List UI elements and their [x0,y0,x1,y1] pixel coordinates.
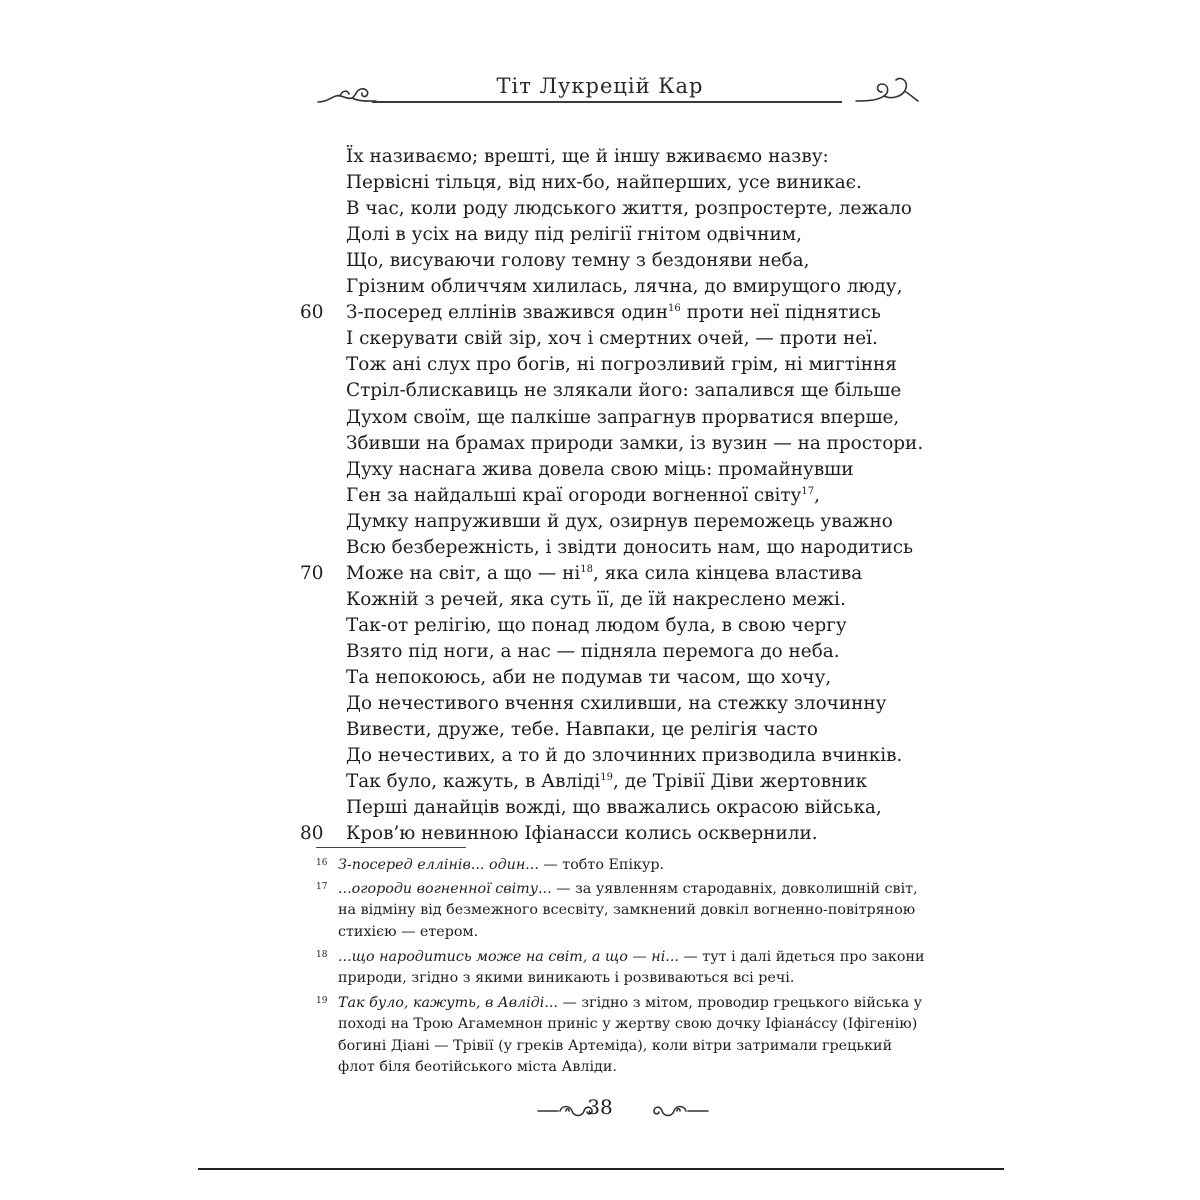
running-title: Тіт Лукрецій Кар [496,74,704,98]
footnote-reference[interactable]: 16 [668,303,681,314]
footnote-text [338,855,926,876]
poem-line-text: Стріл-блискавиць не злякали його: запалився ще більше [346,380,902,401]
bottom-border [198,1168,1004,1170]
poem-line [346,146,829,172]
footnote-lemma: Так було, кажуть, в Авліді... [338,995,558,1011]
footnote-explanation: — тут і далі йдеться про закони природи, згідно з якими виникають і розвиваються всі речі. [338,949,925,987]
poem-line [346,250,809,276]
footnote [316,993,926,1078]
footnote-explanation: — тобто Епікур. [538,857,665,873]
footnote-reference[interactable]: 19 [600,772,613,783]
footnote-text [338,993,926,1078]
poem-line-text: Взято під ноги, а нас — підняла перемога до неба. [346,641,840,662]
footnote-explanation: — за уявленням стародавніх, довколишній світ, на відміну від безмежного всесвіту, замкнений довкіл вогненно-повітряною стихією — етером. [338,881,918,940]
poem-line-text: Тож ані слух про богів, ні погрозливий грім, ні мигтіння [346,354,897,375]
poem-line-text: В час, коли роду людського життя, розпростерте, лежало [346,198,912,219]
poem-line-text: , де Трівії Діви жертовник [612,771,868,792]
poem-line [346,276,902,302]
right-page-ornament [650,1101,710,1121]
page-footer [0,1095,1200,1135]
footnote-reference[interactable]: 18 [580,564,593,575]
footnote-mark: 17 [316,882,328,892]
footnote [316,879,926,943]
poem-line [346,407,899,433]
poem-line-text: Всю безбережність, і звідти доносить нам, що народитись [346,537,914,558]
poem-line [346,537,913,563]
poem-line-text: Їх називаємо; врешті, ще й іншу вживаємо назву: [346,146,829,167]
page-header [0,62,1200,122]
poem-line [346,328,878,354]
poem-line [346,224,802,250]
poem-line-text: Духом своїм, ще палкіше запрагнув прорватися вперше, [346,407,900,428]
poem-line-text: , [814,485,820,506]
footnote [316,855,926,876]
poem-line-text: Кров’ю невинною Іфіанасси колись осквернили. [346,823,818,844]
poem-line [346,459,854,485]
poem-line [346,719,818,745]
poem-line [346,198,912,224]
poem-line-text: І скерувати свій зір, хоч і смертних очей, — проти неї. [346,328,878,349]
poem-line [346,589,846,615]
poem-line [346,641,840,667]
footnote-lemma: ...що народитись може на світ, а що — ні... [338,949,679,965]
footnote-lemma: ...огороди вогненної світу... [338,881,552,897]
poem-line [346,563,862,589]
footnote-separator [316,847,466,848]
poem-line [346,354,897,380]
poem-line-text: Перші данайців вожді, що вважались окрасою війська, [346,797,882,818]
line-number: 80 [300,823,324,844]
poem-line-text: Кожній з речей, яка суть її, де їй накреслено межі. [346,589,846,610]
footnote-mark: 16 [316,858,328,868]
poem-line [346,693,886,719]
poem-line [346,485,820,511]
poem-line [346,433,923,459]
poem-line [346,302,881,328]
poem-line [346,172,862,198]
poem-line-text: Та непокоюсь, аби не подумав ти часом, що хочу, [346,667,832,688]
poem-line-text: проти неї піднятись [680,302,881,323]
poem-line-text: Збивши на брамах природи замки, із вузин — на простори. [346,433,924,454]
poem-line-text: , яка сила кінцева властива [592,563,863,584]
poem-line-text: Грізним обличчям хилилась, лячна, до вмирущого люду, [346,276,903,297]
line-number: 60 [300,302,324,323]
poem-line-text: Духу наснага жива довела свою міць: промайнувши [346,459,854,480]
poem-line-text: Ген за найдальші краї огороди вогненної світу [346,485,802,506]
poem-line-text: Долі в усіх на виду під релігії гнітом одвічним, [346,224,802,245]
poem-line [346,380,901,406]
poem-line [346,667,831,693]
poem-line [346,511,893,537]
header-rule [372,101,842,103]
footnote-mark: 18 [316,950,328,960]
footnote-lemma: З-посеред еллінів... один... [338,857,539,873]
poem-line-text: Думку напруживши й дух, озирнув переможець уважно [346,511,893,532]
poem-line [346,823,818,849]
footnote-text [338,879,926,943]
poem-line-text: Первісні тільця, від них-бо, найперших, усе виникає. [346,172,862,193]
footnote-mark: 19 [316,996,328,1006]
poem-line-text: Що, висуваючи голову темну з бездоняви неба, [346,250,810,271]
poem-line [346,797,882,823]
poem-line-text: З-посеред еллінів зважився один [346,302,669,323]
poem-line-text: Може на світ, а що — ні [346,563,581,584]
footnote-text [338,947,926,990]
poem-line-text: До нечестивого вчення схиливши, на стежку злочинну [346,693,887,714]
poem-line [346,745,902,771]
page-number: 38 [587,1095,613,1119]
poem-line-text: Так-от релігію, що понад людом була, в свою чергу [346,615,847,636]
poem-line-text: Вивести, друже, тебе. Навпаки, це релігія часто [346,719,818,740]
footnote [316,947,926,990]
footnote-explanation: — згідно з мітом, проводир грецького війська у поході на Трою Агамемнон приніс у жертву свою дочку Іфіана́ссу (Іфігенію) богині Діані — Трівії (у греків Артеміда), коли вітри затримали грецький флот біля беотійського міста Авліди. [338,995,923,1075]
poem-line-text: Так було, кажуть, в Авліді [346,771,601,792]
poem-line [346,615,847,641]
footnote-reference[interactable]: 17 [801,486,815,497]
line-number: 70 [300,563,324,584]
poem-line-text: До нечестивих, а то й до злочинних призводила вчинків. [346,745,903,766]
poem-line [346,771,867,797]
right-flourish-ornament [854,70,920,106]
